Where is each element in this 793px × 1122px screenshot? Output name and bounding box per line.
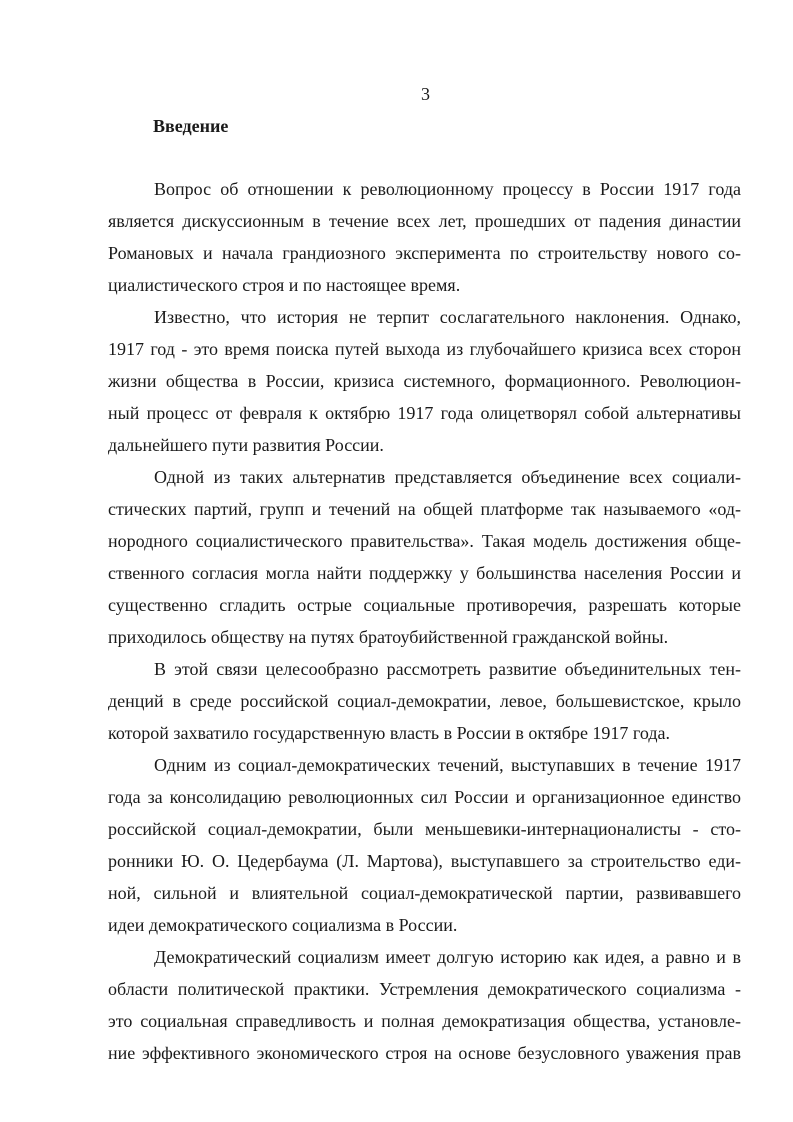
- paragraph: [108, 942, 741, 1070]
- text-line: это социальная справедливость и полная демократизация общества, установле-: [108, 1011, 741, 1032]
- text-line: жизни общества в России, кризиса системного, формационного. Революцион-: [108, 370, 741, 391]
- text-line: которой захватило государственную власть в России в октябре 1917 года.: [108, 722, 670, 743]
- body-text: [108, 174, 741, 1070]
- page-number: 3: [421, 84, 430, 104]
- text-line: 1917 год - это время поиска путей выхода из глубочайшего кризиса всех сторон: [108, 339, 741, 360]
- text-line: Одним из социал-демократических течений, выступавших в течение 1917: [154, 755, 741, 776]
- text-line: ронники Ю. О. Цедербаума (Л. Мартова), выступавшего за строительство еди-: [108, 851, 741, 872]
- text-line: года за консолидацию революционных сил России и организационное единство: [108, 787, 741, 808]
- text-line: циалистического строя и по настоящее время.: [108, 274, 461, 295]
- text-line: Вопрос об отношении к революционному процессу в России 1917 года: [154, 179, 741, 199]
- text-line: Демократический социализм имеет долгую историю как идея, а равно и в: [154, 947, 741, 968]
- text-line: области политической практики. Устремления демократического социализма -: [108, 979, 741, 1000]
- text-line: ние эффективного экономического строя на основе безусловного уважения прав: [108, 1043, 741, 1064]
- paragraph: [108, 302, 741, 461]
- text-line: В этой связи целесообразно рассмотреть развитие объединительных тен-: [154, 659, 741, 680]
- text-line: ственного согласия могла найти поддержку у большинства населения России и: [108, 562, 741, 583]
- text-line: приходилось обществу на путях братоубийственной гражданской войны.: [108, 626, 669, 647]
- text-line: является дискуссионным в течение всех лет, прошедших от падения династии: [108, 210, 741, 231]
- text-line: ный процесс от февраля к октябрю 1917 года олицетворял собой альтернативы: [108, 402, 741, 423]
- paragraph: [108, 750, 741, 941]
- text-line: российской социал-демократии, были меньшевики-интернационалисты - сто-: [108, 819, 741, 840]
- text-line: существенно сгладить острые социальные противоречия, разрешать которые: [108, 594, 741, 615]
- paragraph: [108, 462, 741, 653]
- text-line: ной, сильной и влиятельной социал-демократической партии, развивавшего: [108, 882, 741, 903]
- text-line: стических партий, групп и течений на общей платформе так называемого «од-: [108, 499, 741, 520]
- text-line: Одной из таких альтернатив представляется объединение всех социали-: [154, 467, 741, 488]
- text-line: нородного социалистического правительства». Такая модель достижения обще-: [108, 530, 741, 551]
- section-heading: Введение: [153, 116, 229, 136]
- paragraph: [108, 654, 741, 750]
- paragraph: [108, 174, 741, 302]
- text-line: идеи демократического социализма в России.: [108, 914, 458, 935]
- text-line: денций в среде российской социал-демократии, левое, большевистское, крыло: [108, 691, 741, 712]
- text-line: Известно, что история не терпит сослагательного наклонения. Однако,: [154, 307, 741, 328]
- text-line: дальнейшего пути развития России.: [108, 434, 384, 455]
- text-line: Романовых и начала грандиозного эксперимента по строительству нового со-: [108, 242, 741, 263]
